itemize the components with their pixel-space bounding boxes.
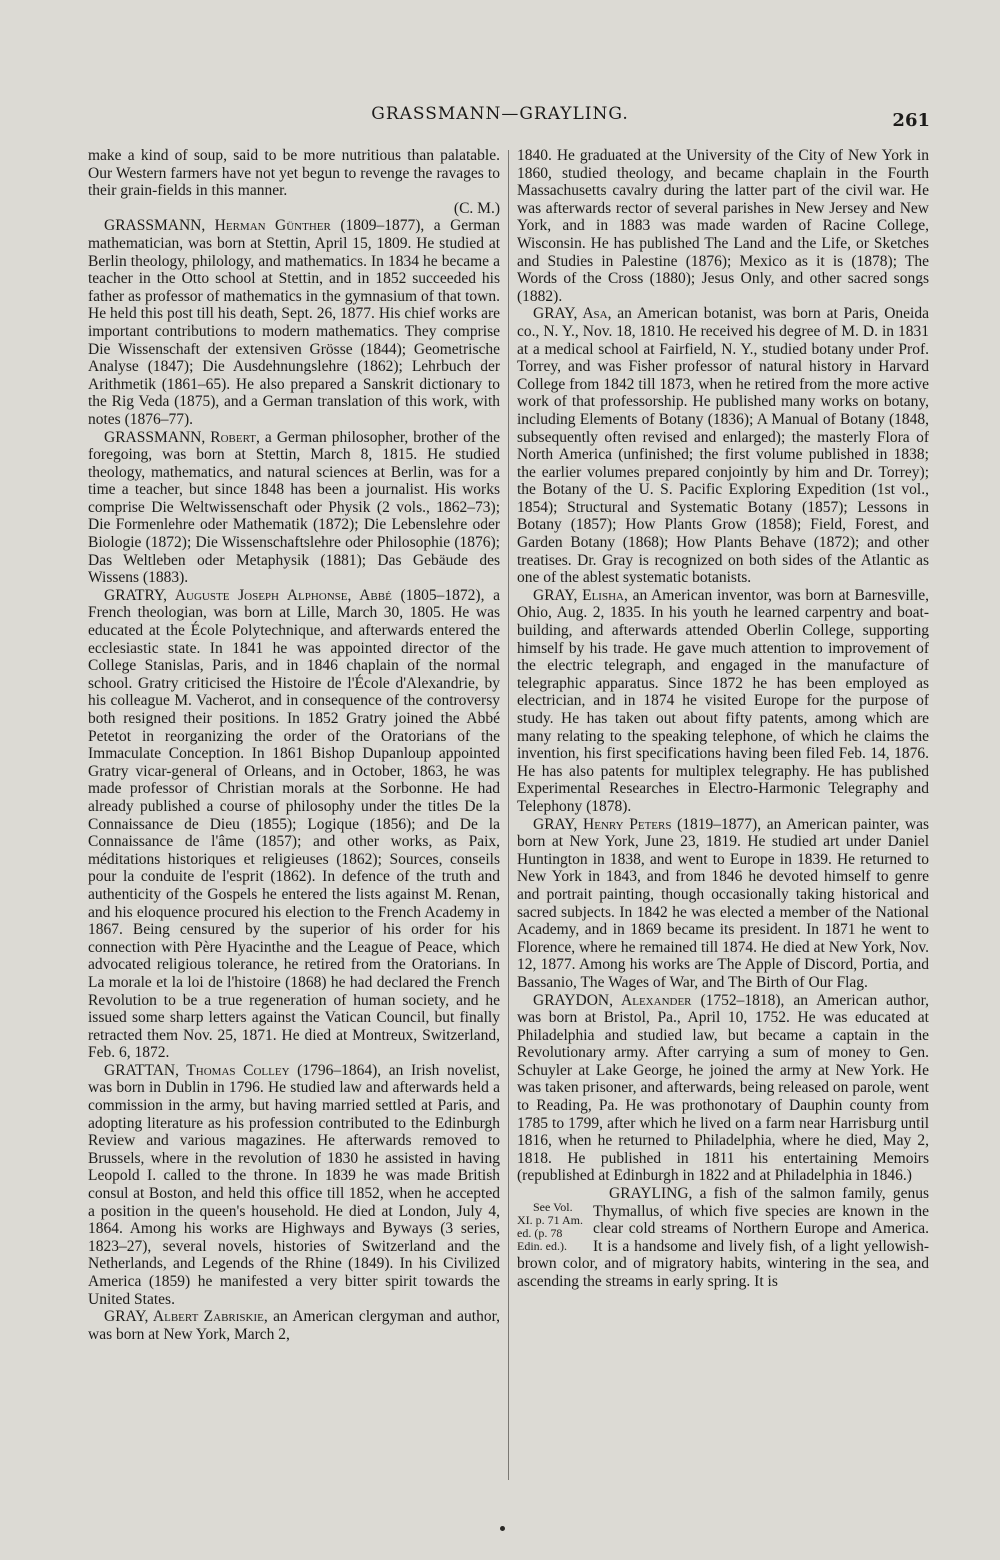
entry-heading: GRAY, Elisha xyxy=(533,586,624,604)
page-number: 261 xyxy=(892,110,930,131)
entry-grattan xyxy=(88,1062,500,1308)
entry-graydon xyxy=(517,992,929,1186)
entry-gray-elisha xyxy=(517,587,929,816)
entry-heading: GRATTAN, Thomas Colley xyxy=(104,1061,290,1079)
entry-text: , an American inventor, was born at Barnesville, Ohio, Aug. 2, 1835. In his youth he learned carpentry and boat-building, and afterwards attended Oberlin College, supporting himself by his trade. He gave much attention to improvement of the electric telegraph, and engaged in the manufacture of telegraphic apparatus. Since 1872 he has been employed as electrician, and in 1874 he visited Europe for the purpose of study. He has taken out about fifty patents, among which are many relating to the speaking telephone, of which he claims the invention, his first specifications having been filed Feb. 14, 1876. He has also patents for multiplex telegraphy. He has published Experimental Researches in Electro-Harmonic Telegraphy and Telephony (1878). xyxy=(517,586,929,815)
entry-gratry xyxy=(88,587,500,1062)
entry-gray-albert xyxy=(88,1308,500,1343)
column-divider xyxy=(508,150,509,1480)
entry-grassmann-robert xyxy=(88,429,500,587)
entry-text: , a German philosopher, brother of the foregoing, was born at Stettin, March 8, 1815. He studied theology, mathematics, and natural sciences at Berlin, was for a time a teacher, but since 1848 has been a journalist. His works comprise Die Weltwissenschaft oder Physik (2 vols., 1862–73); Die Formenlehre oder Mathematik (1872); Die Lebenslehre oder Biologie (1872); Die Wissenschaftslehre oder Philosophie (1876); Das Weltleben oder Metaphysik (1881); Das Gebäude des Wissens (1883). xyxy=(88,428,500,587)
ink-dot xyxy=(500,1526,505,1531)
right-column xyxy=(517,147,929,1472)
entry-text: , an American clergyman and author, was born at New York, March 2, xyxy=(88,1308,500,1343)
entry-heading: GRASSMANN, Robert xyxy=(104,428,256,446)
entry-heading: GRAY, Asa xyxy=(533,305,608,323)
contributor-initials: (C. M.) xyxy=(453,199,500,217)
continued-paragraph: make a kind of soup, said to be more nutritious than palatable. Our Western farmers have not yet begun to revenge the ravages to their grain-fields in this manner. xyxy=(88,147,500,200)
entry-heading: GRATRY, Auguste Joseph Alphonse, Abbé xyxy=(104,586,392,604)
running-head: GRASSMANN—GRAYLING. xyxy=(371,104,629,124)
entry-heading: GRAYDON, Alexander xyxy=(533,991,692,1009)
margin-reference: See Vol. XI. p. 71 Am. ed. (p. 78 Edin. ed.). xyxy=(517,1200,583,1254)
entry-text: , an American botanist, was born at Paris, Oneida co., N. Y., Nov. 18, 1810. He received his degree of M. D. in 1831 at a medical school at Fairfield, N. Y., studied botany under Prof. Torrey, and was Fisher professor of natural history in Harvard College from 1842 till 1873, when he retired from the more active work of that professorship. He published many works on botany, including Elements of Botany (1836); A Manual of Botany (1848, subsequently often revised and enlarged); the masterly Flora of North America (unfinished; the first volume published in 1838; the earlier volumes prepared conjointly by him and Dr. Torrey); the Botany of the U. S. Pacific Exploring Expedition (1st vol., 1854); Structural and Systematic Botany (1857); Lessons in Botany (1857); How Plants Grow (1858); Field, Forest, and Garden Botany (1868); How Plants Behave (1872); and other treatises. Dr. Gray is recognized on both sides of the Atlantic as one of the ablest systematic botanists. xyxy=(517,305,929,587)
entry-text: (1796–1864), an Irish novelist, was born in Dublin in 1796. He studied law and afterwards held a commission in the army, but having married settled at Paris, and adopting literature as his profession contributed to the Edinburgh Review and various magazines. He afterwards removed to Brussels, where in the revolution of 1830 he assisted in having Leopold I. called to the throne. In 1839 he was made British consul at Boston, and held this office till 1852, when he accepted a position in the queen's household. He died at London, July 4, 1864. Among his works are Highways and Byways (3 series, 1823–27), several novels, histories of Switzerland and the Netherlands, and Legends of the Rhine (1849). In his Civilized America (1859) he manifested a very bitter spirit towards the United States. xyxy=(88,1061,500,1308)
left-column xyxy=(88,147,500,1472)
entry-heading: GRAYLING xyxy=(609,1185,689,1203)
entry-heading: GRAY, Henry Peters xyxy=(533,815,672,833)
entry-text: , a fish of the salmon family, genus Thymallus, of which five species are known in the clear cold streams of Northern Europe and America. It is a handsome and lively fish, of a light yellowish-brown color, and of migratory habits, wintering in the sea, and ascending the streams in early spring. It is xyxy=(517,1185,929,1290)
entry-heading: GRASSMANN, Herman Günther xyxy=(104,217,331,235)
entry-text: (1752–1818), an American author, was born at Bristol, Pa., April 10, 1752. He was educated at Philadelphia and studied law, but became a captain in the Revolutionary army. After carrying a sum of money to Gen. Schuyler at Lake George, he joined the army at New York. He was taken prisoner, and afterwards, being released on parole, went to Reading, Pa. He was prothonotary of Dauphin county from 1785 to 1799, after which he lived on a farm near Harrisburg until 1816, when he returned to Philadelphia, where he died, May 2, 1818. He published in 1811 his entertaining Memoirs (republished at Edinburgh in 1822 and at Philadelphia in 1846.) xyxy=(517,991,929,1185)
entry-heading: GRAY, Albert Zabriskie xyxy=(104,1308,264,1326)
entry-grayling xyxy=(517,1185,929,1291)
entry-gray-henry-peters xyxy=(517,816,929,992)
entry-gray-asa xyxy=(517,305,929,587)
entry-grassmann-herman xyxy=(88,217,500,428)
continued-paragraph: 1840. He graduated at the University of the City of New York in 1860, studied theology, and became chaplain in the Fourth Massachusetts cavalry during the latter part of the civil war. He was afterwards rector of several parishes in New Jersey and New York, and in 1883 was made warden of Racine College, Wisconsin. He has published The Land and the Life, or Sketches and Studies in Palestine (1876); Mexico as it is (1878); The Words of the Cross (1880); Jesus Only, and other sacred songs (1882). xyxy=(517,147,929,305)
entry-text: (1805–1872), a French theologian, was born at Lille, March 30, 1805. He was educated at the École Polytechnique, and afterwards entered the ecclesiastic state. In 1841 he was appointed director of the College Stanislas, Paris, and in 1846 chaplain of the normal school. Gratry criticised the Histoire de l'École d'Alexandrie, by his colleague M. Vacherot, and in consequence of the controversy both resigned their positions. In 1852 Gratry joined the Abbé Petetot in reorganizing the order of the Oratorians of the Immaculate Conception. In 1861 Bishop Dupanloup appointed Gratry vicar-general of Orleans, and in October, 1863, he was made professor of Christian morals at the Sorbonne. He had already published a course of philosophy under the titles De la Connaissance de Dieu (1855); Logique (1856); and De la Connaissance de l'âme (1857); and other works, as Paix, méditations historiques et religieuses (1862); Sources, conseils pour la conduite de l'esprit (1862). In defence of the truth and authenticity of the Gospels he entered the lists against M. Renan, and his eloquence procured his election to the French Academy in 1867. Being censured by the superior of his order for his connection with Père Hyacinthe and the League of Peace, which advocated religious tolerance, he retired from the Oratorians. In La morale et la loi de l'histoire (1868) he had declared the French Revolution to be a true regeneration of human society, and he issued some sharp letters against the Vatican Council, but finally retracted them Nov. 25, 1871. He died at Montreux, Switzerland, Feb. 6, 1872. xyxy=(88,586,500,1062)
entry-text: (1809–1877), a German mathematician, was born at Stettin, April 15, 1809. He studied at Berlin theology, philology, and mathematics. In 1834 he became a teacher in the Otto school at Stettin, and in 1852 succeeded his father as professor of mathematics in the gymnasium of that town. He held this post till his death, Sept. 26, 1877. His chief works are important contributions to modern mathematics. They comprise Die Wissenschaft der extensiven Grösse (1844); Geometrische Analyse (1847); Die Ausdehnungslehre (1862); Lehrbuch der Arithmetik (1861–65). He also prepared a Sanskrit dictionary to the Rig Veda (1875), and a German translation of this work, with notes (1876–77). xyxy=(88,217,500,428)
entry-text: (1819–1877), an American painter, was born at New York, June 23, 1819. He studied art under Daniel Huntington in 1838, and went to Europe in 1839. He returned to New York in 1843, and from 1846 he devoted himself to genre and portrait painting, though occasionally taking historical and sacred subjects. In 1842 he was elected a member of the National Academy, and in 1869 became its president. In 1871 he went to Florence, where he remained till 1874. He died at New York, Nov. 12, 1877. Among his works are The Apple of Discord, Portia, and Bassanio, The Wages of War, and The Birth of Our Flag. xyxy=(517,815,929,991)
